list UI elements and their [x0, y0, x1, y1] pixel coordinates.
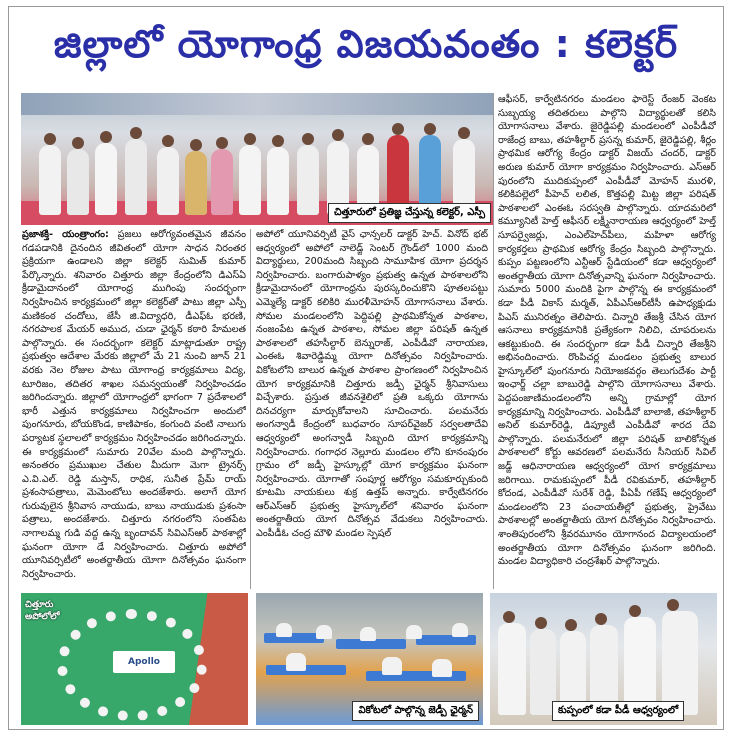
yoga-mat	[266, 665, 346, 675]
bottom-middle-photo	[256, 593, 483, 725]
person-figure	[157, 147, 179, 215]
bottom-left-photo	[21, 593, 248, 725]
person-figure	[39, 145, 61, 215]
person-figure	[662, 611, 698, 715]
column-rule	[493, 93, 494, 589]
bottom-right-photo	[490, 593, 717, 725]
column-rule	[250, 229, 251, 589]
person-figure	[125, 139, 147, 215]
yoga-mat	[264, 633, 324, 643]
top-photo-caption: చిత్తూరులో ప్రతిజ్ఞ చేస్తున్న కలెక్టర్, ఎస్పీ	[328, 203, 491, 223]
participant-figure	[382, 657, 402, 675]
stage-banner	[21, 93, 493, 115]
article-text: ఆఫీసర్, కార్వేటినగరం మండలం ఫారెస్ట్ రేంజర్ వెంకట సుబ్బయ్య తదితరులు పాల్గొని విద్యార్థులతో కలిసి యోగాసనాలు వేశారు. జైరెడ్డిపల్లి మండలంలో ఎంపీడీవో రాజేంద్ర బాబు, తహశీల్దార్ ప్రసన్న కుమార్, జైరెడ్డిపల్లి, శీర్లం ప్రాథమిక ఆరోగ్య కేంద్రం డాక్టర్ విజయ్ చందర్, డాక్టర్ అరుణ కుమార్ యోగా కార్యక్రమం నిర్వహించారు. ఎస్ఆర్ పురంలోని ముదికుప్పంలో ఎంపీడీవో మోహన్ మురళి, కలికిపల్లెలో పీహెచ్ లలిత, కొత్తపల్లి మిట్ట జిల్లా పరిషత్ పాఠశాలలో ఎంఈఓ సరస్వతి పాల్గొన్నారు. యాదమరిలో కమ్యూనిటీ హెల్త్ ఆఫీసర్ లక్ష్మీనారాయణ ఆధ్వర్యంలో హెల్త్ సూపర్వైజర్లు, ఎంఎల్‌హెచ్‌పీలు, మహిళా ఆరోగ్య కార్యకర్తలు ప్రాథమిక ఆరోగ్య కేంద్రం సిబ్బంది పాల్గొన్నారు. కుప్పం పట్టణంలోని ఎన్టీఆర్ స్టేడియంలో కడా ఆధ్వర్యంలో అంతర్జాతీయ యోగా దినోత్సవాన్ని ఘనంగా నిర్వహించారు. సుమారు 5000 మందికి పైగా పాల్గొన్న ఈ కార్యక్రమంలో కడా పీడీ వికాస్ మర్మత్, ఏపీఎస్‌ఆర్‌టీసీ ఉపాధ్యక్షుడు పిఎస్ మునిరత్నం తెలిపారు. చిన్నారి తేజశ్రీ చేసిన యోగ ఆసనాలు కార్యక్రమానికి ప్రత్యేకంగా నిలిచి, చూపరులను ఆకట్టుకుంది. ఈ సందర్భంగా కడా పీడీ చిన్నారి తేజశ్రీని అభినందించారు. రొంపిచర్ల మండలం ప్రభుత్వ బాలుర హైస్కూల్‌లో పుంగనూరు నియోజకవర్గం తెలుగుదేశం పార్టీ ఇంఛార్జ్ చల్లా బాబురెడ్డి పాల్గొని యోగాసనాలు వేశారు. పెద్దపంజాణిమండలంలోని అన్ని గ్రామాల్లో యోగ కార్యక్రమాన్ని నిర్వహించారు. ఎంపీడీవో బాలాజీ, తహశీల్దార్ అనిల్ కుమార్‌రెడ్డి, డిప్యూటీ ఎంపీడీవో శారద దేవి పాల్గొన్నారు. పలమనేరులో జిల్లా పరిషత్ బాలికోన్నత పాఠశాలలో కోర్టు ఆవరణలో పలమనేరు సీనియర్ సివిల్ జడ్జ్ ఆధినారాయణ ఆధ్వర్యంలో యోగ కార్యక్రమాలు జరిగాయి. రామకుప్పంలో పీడీ రవికుమార్, తహశీల్దార్ కోదండ, ఎంపీడీవో సురేశ్ రెడ్డి, పీఏపీ గణేష్ ఆధ్వర్యంలో మండలంలోని 23 పంచాయతీల్లో ప్రభుత్వ, ప్రైవేటు పాఠశాలల్లో అంతర్జాతీయ యోగ దినోత్సవం నిర్వహించారు. శాంతిపురంలోని శ్రీవరమూనం యోగానంద విద్యాలయంలో అంతర్జాతీయ యోగా దినోత్సవం ఘనంగా జరిగింది. మండల విద్యాధికారి చంద్రశేఖర్ పాల్గొన్నారు.	[498, 94, 716, 568]
person-figure	[211, 149, 233, 215]
bottom-middle-caption: వికోటలో పాల్గొన్న జెడ్పీ ఛైర్మన్	[352, 701, 479, 721]
participant-figure	[432, 659, 452, 677]
participant-figure	[360, 627, 376, 641]
article-column-3	[498, 93, 716, 591]
participant-figure	[276, 623, 292, 637]
person-figure	[297, 145, 319, 215]
bottom-left-location: చిత్తూరు అపోలోలో	[25, 600, 60, 622]
article-column-2	[256, 228, 488, 590]
participant-figure	[286, 653, 306, 671]
person-figure	[185, 151, 207, 215]
newspaper-page	[8, 6, 724, 730]
person-figure	[95, 143, 117, 215]
top-photo	[21, 93, 493, 225]
person-figure	[498, 623, 526, 715]
participant-figure	[452, 623, 468, 637]
person-figure	[267, 147, 289, 215]
article-column-1	[22, 228, 246, 590]
article-text: ప్రజలు ఆరోగ్యవంతమైన జీవనం గడపడానికి దైనందిన జీవితంలో యోగా సాధన నిరంతర ప్రక్రియగా ఉండాలని జిల్లా కలెక్టర్ సుమిత్ కుమార్ పేర్కొన్నారు. శనివారం చిత్తూరు జిల్లా కేంద్రంలోని డిఎస్ఏ క్రీడామైదానంలో యోగాంధ్ర ముగింపు సందర్భంగా నిర్వహించిన కార్యక్రమంలో జిల్లా కలెక్టర్‌తో పాటు జిల్లా ఎస్పీ మణికంఠ చందోలు, జేసీ జి.విద్యాధరి, డీఎఫ్ఓ భరణి, నగరపాలక మేయర్ అముద, చుడా ఛైర్మన్ కఠారి హేమలత పాల్గొన్నారు. ఈ సందర్భంగా కలెక్టర్ మాట్లాడుతూ రాష్ట్ర ప్రభుత్వం ఆదేశాల మేరకు జిల్లాలో మే 21 నుంచి జూన్ 21 వరకు నెల రోజుల పాటు యోగాంధ్ర కార్యక్రమాలు విద్య, టూరిజం, తదితర శాఖల సమన్వయంతో నిర్వహించడం జరిగిందన్నారు. జిల్లాలో యోగాంధ్రలో భాగంగా 7 ప్రదేశాలలో భారీ ఎత్తున కార్యక్రమాలు నిర్వహించగా అందులో పుంగనూరు, బోయకొండ, కాణిపాకం, కంగుంది వంటి నాలుగు పర్యాటక స్థలాలలో కార్యక్రమం నిర్వహించడం జరిగిందన్నారు. ఈ కార్యక్రమంలో సుమారు 20వేల మంది పాల్గొన్నారు. అనంతరం ప్రముఖుల చేతుల మీదుగా మెగా ట్రైనర్స్ ఎ.వి.ఎల్. రెడ్డి మస్తాన్, రాధిక, సునీత ప్రేమ్ రాయ్ ప్రశంసాపత్రాలు, మెమెంటోలు అందజేశారు. అలాగే యోగ గురువులైన శ్రీనివాస నాయుడు, బాబు నాయుడుకు ప్రశంసా పత్రాలు, అందజేశారు. చిత్తూరు నగరంలోని సంతపేట నాగాలమ్మ గుడి వద్ద ఉన్న బృందావన్ సివిఎస్ఆర్ పాఠశాల్లో ఘనంగా యోగా డే నిర్వహించారు. చిత్తూరు అపోలో యూనివర్సిటీలో అంతర్జాతీయ యోగా దినోత్సవం ఘనంగా నిర్వహించారు.	[22, 229, 246, 580]
participant-figure	[406, 625, 422, 639]
headline: జిల్లాలో యోగాంధ్ర విజయవంతం : కలెక్టర్	[53, 22, 679, 66]
article-dateline: ప్రజాశక్తి- యంత్రాంగం:	[22, 229, 109, 240]
apollo-logo: Apollo	[113, 651, 175, 673]
participant-figure	[316, 625, 332, 639]
bottom-right-caption: కుప్పంలో కడా పీడీ ఆధ్వర్యంలో	[552, 701, 684, 721]
article-text: అపోలో యూనివర్సిటీ వైస్ ఛాన్సలర్ డాక్టర్ హెచ్. వినోద్ భట్ ఆధ్వర్యంలో అపోలో నాలెడ్జ్ సెంటర్ గ్రౌండ్‌లో 1000 మంది విద్యార్థులు, 200మంది సిబ్బంది సామూహిక యోగా ప్రదర్శన నిర్వహించారు. బంగారుపాళ్యం ప్రభుత్వ ఉన్నత పాఠశాలలోని క్రీడామైదానంలో యోగాంధ్రను పురస్కరించుకొని పూతలపట్టు ఎమ్మెల్యే డాక్టర్ కలికిరి మురళీమోహన్ యోగాసనాలు వేశారు. సోమల మండలంలోని పెద్దిపల్లి ప్రాథమికోన్నత పాఠశాల, నంజంపేట ఉన్నత పాఠశాల, సోమల జిల్లా పరిషత్ ఉన్నత పాఠశాలలో తహసీల్దార్ బెన్నురాజ్, ఎంపీడీవో నారాయణ, ఎంఈఓ శివారెడ్డిమ్మ యోగా దినోత్సవం నిర్వహించారు. వికోటలోని బాలుర ఉన్నత పాఠశాల ప్రాంగణంలో నిర్వహించిన యోగ కార్యక్రమానికి చిత్తూరు జడ్పీ ఛైర్మన్ శ్రీనివాసులు విచ్చేశారు. ప్రస్తుత జీవనశైలిలో ప్రతి ఒక్కరు యోగాను దినచర్యగా మార్చుకోవాలని సూచించారు. పలమనేరు అంగన్వాడీ కేంద్రంలో బుధవారం సూపర్‌వైజర్ సర్వలతాదేవి ఆధ్వర్యంలో అంగన్వాడీ సిబ్బంది యోగ కార్యక్రమాన్ని నిర్వహించారు. గంగాధర నెల్లూరు మండలం లోని కూనంపురం గ్రామం లో జడ్పీ హైస్కూల్లో యోగ కార్యక్రమం ఘనంగా నిర్వహించారు. యోగాతో సంపూర్ణ ఆరోగ్యం సమకూర్చుకుంది కూటమి నాయకులు శుక్ర ఉత్తప్ అన్నారు. కార్వేటినగరం ఆర్ఎస్ఆర్ ప్రభుత్వ హైస్కూల్‌లో శనివారం ఘనంగా అంతర్జాతీయ యోగ దినోత్సవ వేడుకలు నిర్వహించారు. ఎంపీడీఓ చంద్ర మౌళి మండల స్పెషల్	[256, 229, 488, 540]
person-figure	[67, 149, 89, 215]
person-figure	[239, 145, 261, 215]
